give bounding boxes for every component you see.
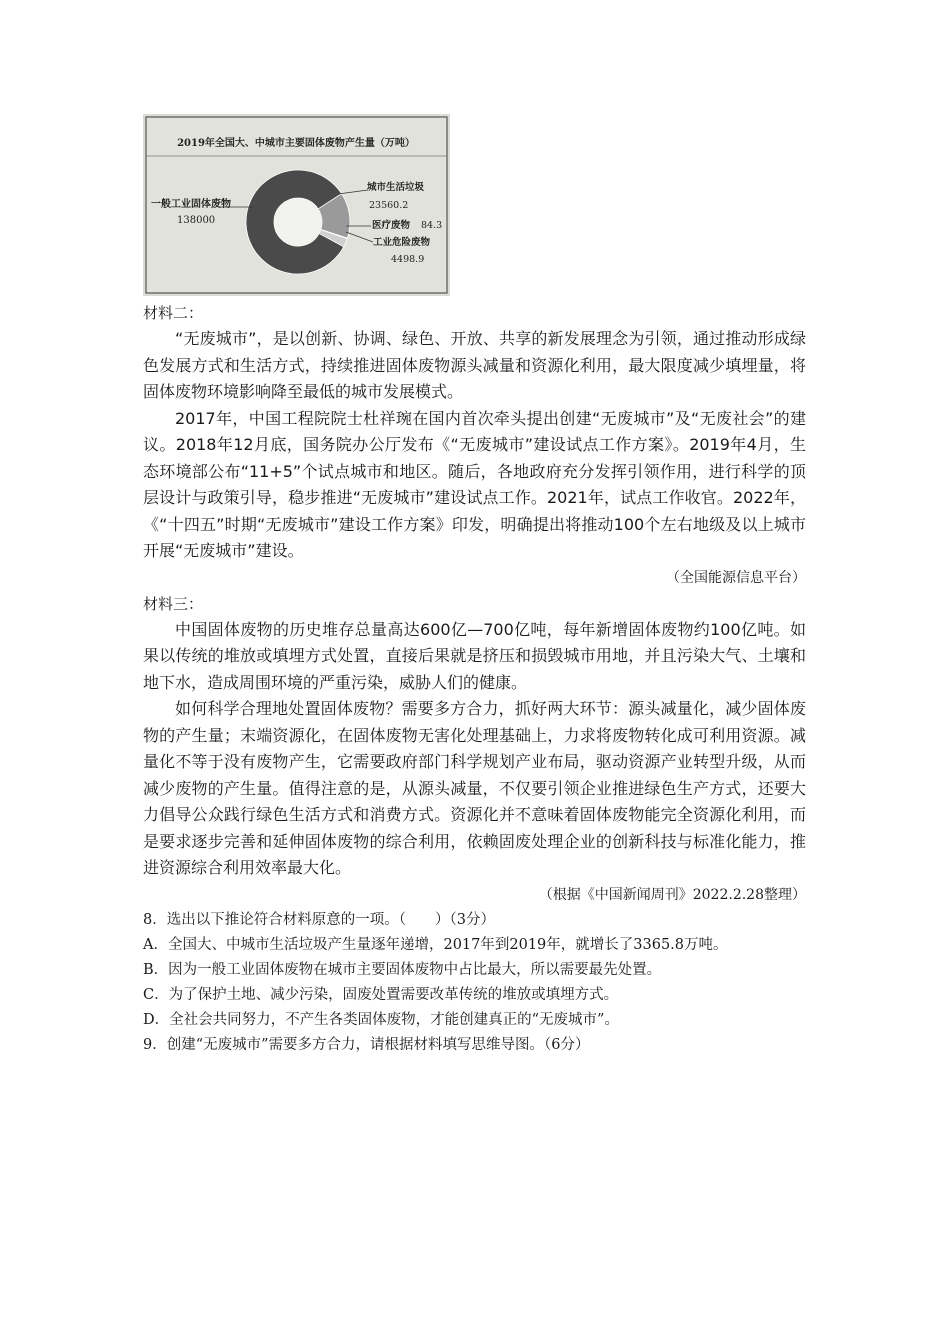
value-label-hazardous: 4498.9 <box>391 254 425 265</box>
option-c: C．为了保护土地、减少污染，固废处置需要改革传统的堆放或填埋方式。 <box>143 986 619 1003</box>
legend-label-industrial: 一般工业固体废物 <box>151 199 231 210</box>
question-8: 8．选出以下推论符合材料原意的一项。（ ）（3分） <box>143 911 495 928</box>
value-label-medical: 84.3 <box>421 220 443 231</box>
value-label-household: 23560.2 <box>369 200 409 211</box>
material-three-source: （根据《中国新闻周刊》2022.2.28整理） <box>538 886 806 903</box>
material-three-label: 材料三： <box>143 594 204 613</box>
value-label-industrial: 138000 <box>177 215 216 226</box>
material-three-paragraph-1: 中国固体废物的历史堆存总量高达600亿—700亿吨，每年新增固体废物约100亿吨。如果以传统的堆放或填埋方式处置，直接后果就是挤压和损毁城市用地，并且污染大气、土壤和地下水，造成周围环境的严重污染，威胁人们的健康。 <box>143 619 806 692</box>
option-a: A．全国大、中城市生活垃圾产生量逐年递增，2017年到2019年，就增长了3365.8万吨。 <box>143 936 728 953</box>
chart-title: 2019年全国大、中城市主要固体废物产生量（万吨） <box>177 138 415 149</box>
donut-chart-figure <box>143 114 450 296</box>
question-9: 9．创建“无废城市”需要多方合力，请根据材料填写思维导图。（6分） <box>143 1036 590 1053</box>
material-two-paragraph-1: “无废城市”，是以创新、协调、绿色、开放、共享的新发展理念为引领，通过推动形成绿色发展方式和生活方式，持续推进固体废物源头减量和资源化利用，最大限度减少填埋量，将固体废物环境影响降至最低的城市发展模式。 <box>143 329 806 401</box>
material-two-paragraph-2: 2017年，中国工程院院士杜祥琬在国内首次牵头提出创建“无废城市”及“无废社会”的建议。2018年12月底，国务院办公厅发布《“无废城市”建设试点工作方案》。2019年4月，生态环境部公布“11+5”个试点城市和地区。随后，各地政府充分发挥引领作用，进行科学的顶层设计与政策引导，稳步推进“无废城市”建设试点工作。2021年，试点工作收官。2022年，《“十四五”时期“无废城市”建设工作方案》印发，明确提出将推动100个左右地级及以上城市开展“无废城市”建设。 <box>143 408 806 560</box>
material-two-source: （全国能源信息平台） <box>666 569 806 586</box>
donut-chart <box>143 114 450 296</box>
legend-label-hazardous: 工业危险废物 <box>373 237 431 248</box>
material-three-paragraph-2: 如何科学合理地处置固体废物？需要多方合力，抓好两大环节：源头减量化，减少固体废物的产生量；末端资源化，在固体废物无害化处理基础上，力求将废物转化成可利用资源。减量化不等于没有废物产生，它需要政府部门科学规划产业布局，驱动资源产业转型升级，从而减少废物的产生量。值得注意的是，从源头减量，不仅要引领企业推进绿色生产方式，还要大力倡导公众践行绿色生活方式和消费方式。资源化并不意味着固体废物能完全资源化利用，而是要求逐步完善和延伸固体废物的综合利用，依赖固废处理企业的创新科技与标准化能力，推进资源综合利用效率最大化。 <box>143 699 806 877</box>
option-d: D．全社会共同努力，不产生各类固体废物，才能创建真正的“无废城市”。 <box>143 1011 619 1028</box>
article-body <box>143 300 806 1058</box>
donut-hole <box>274 198 322 246</box>
material-two-label: 材料二： <box>143 304 204 322</box>
legend-label-household: 城市生活垃圾 <box>367 182 425 193</box>
legend-label-medical: 医疗废物 <box>372 220 411 231</box>
option-b: B．因为一般工业固体废物在城市主要固体废物中占比最大，所以需要最先处置。 <box>143 961 662 978</box>
